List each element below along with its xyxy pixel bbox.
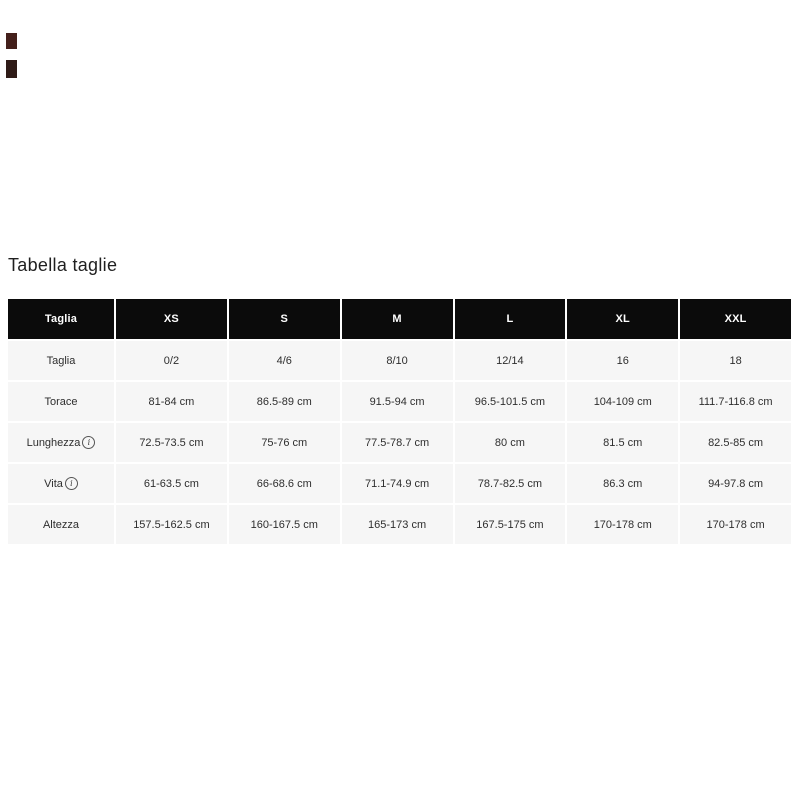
size-chart-table: [8, 299, 791, 544]
size-cell: 170-178 cm: [680, 505, 791, 544]
header-cell-xs: XS: [116, 299, 227, 339]
size-cell: 160-167.5 cm: [229, 505, 340, 544]
page-title: Tabella taglie: [8, 255, 118, 275]
size-cell: 80 cm: [455, 423, 566, 462]
size-cell: 18: [680, 341, 791, 380]
header-cell-xl: XL: [567, 299, 678, 339]
row-label-vita: [8, 464, 114, 503]
image-placeholder-mark: [6, 33, 17, 49]
size-cell: 157.5-162.5 cm: [116, 505, 227, 544]
header-cell-m: M: [342, 299, 453, 339]
row-label-taglia: Taglia: [8, 341, 114, 380]
info-icon[interactable]: i: [82, 436, 95, 449]
info-icon[interactable]: i: [65, 477, 78, 490]
size-cell: 81-84 cm: [116, 382, 227, 421]
size-cell: 4/6: [229, 341, 340, 380]
row-label-altezza: Altezza: [8, 505, 114, 544]
size-cell: 66-68.6 cm: [229, 464, 340, 503]
header-cell-l: L: [455, 299, 566, 339]
header-cell-xxl: XXL: [680, 299, 791, 339]
size-cell: 165-173 cm: [342, 505, 453, 544]
size-cell: 167.5-175 cm: [455, 505, 566, 544]
size-cell: 12/14: [455, 341, 566, 380]
size-cell: 75-76 cm: [229, 423, 340, 462]
size-cell: 170-178 cm: [567, 505, 678, 544]
size-cell: 86.3 cm: [567, 464, 678, 503]
size-cell: 111.7-116.8 cm: [680, 382, 791, 421]
header-cell-taglia: Taglia: [8, 299, 114, 339]
size-cell: 91.5-94 cm: [342, 382, 453, 421]
size-cell: 72.5-73.5 cm: [116, 423, 227, 462]
size-cell: 77.5-78.7 cm: [342, 423, 453, 462]
image-placeholder-mark: [6, 60, 17, 78]
size-cell: 78.7-82.5 cm: [455, 464, 566, 503]
size-cell: 81.5 cm: [567, 423, 678, 462]
row-label-text: Lunghezza: [26, 436, 81, 449]
size-cell: 16: [567, 341, 678, 380]
header-cell-s: S: [229, 299, 340, 339]
row-label-text: Vita: [44, 477, 63, 490]
row-label-torace: Torace: [8, 382, 114, 421]
size-cell: 71.1-74.9 cm: [342, 464, 453, 503]
size-cell: 82.5-85 cm: [680, 423, 791, 462]
size-cell: 8/10: [342, 341, 453, 380]
size-cell: 104-109 cm: [567, 382, 678, 421]
size-cell: 86.5-89 cm: [229, 382, 340, 421]
size-cell: 94-97.8 cm: [680, 464, 791, 503]
size-cell: 96.5-101.5 cm: [455, 382, 566, 421]
size-cell: 0/2: [116, 341, 227, 380]
size-cell: 61-63.5 cm: [116, 464, 227, 503]
row-label-lunghezza: [8, 423, 114, 462]
